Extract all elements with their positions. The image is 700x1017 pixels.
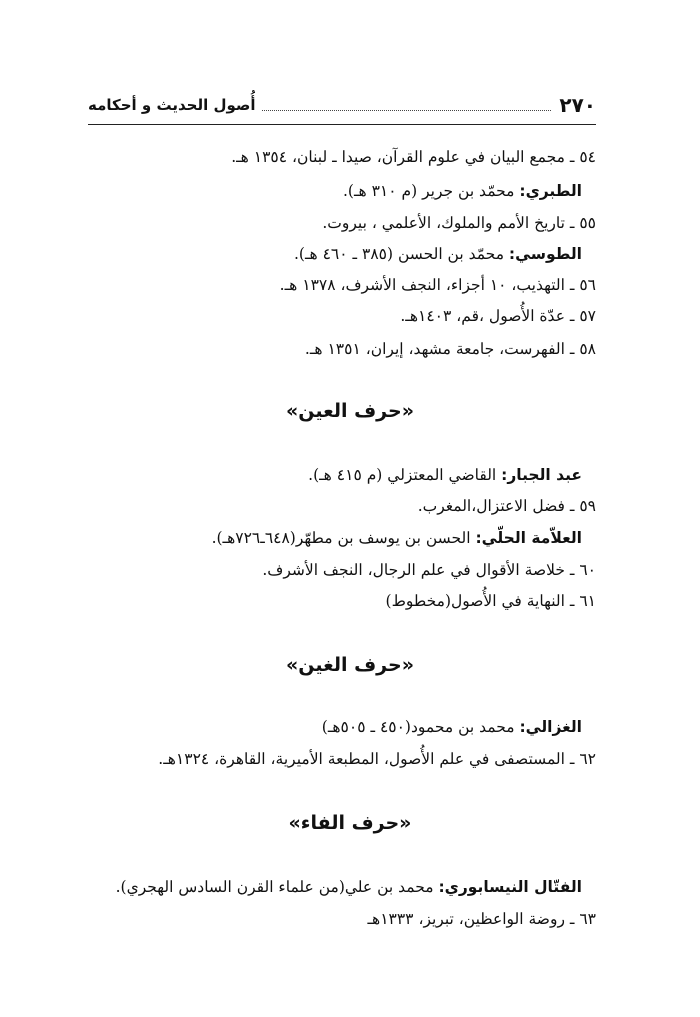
page-number: ٢٧٠ — [559, 93, 596, 117]
author-ghazali: الغزالي: محمد بن محمود(٤٥٠ ـ ٥٠٥هـ) — [321, 718, 582, 736]
entry-54: ٥٤ ـ مجمع البيان في علوم القرآن، صيدا ـ لبنان، ١٣٥٤ هـ. — [231, 148, 596, 166]
running-header — [88, 88, 596, 116]
section-heading-ghayn: «حرف الغين» — [286, 654, 414, 676]
entry-61: ٦١ ـ النهاية في الأُصول(مخطوط) — [385, 592, 596, 610]
author-fattal-nishaburi: الفتّال النيسابوري: محمد بن علي(من علماء القرن السادس الهجري). — [115, 878, 582, 896]
author-abd-al-jabbar: عبد الجبار: القاضي المعتزلي (م ٤١٥ هـ). — [308, 466, 582, 484]
entry-58: ٥٨ ـ الفهرست، جامعة مشهد، إيران، ١٣٥١ هـ. — [304, 340, 596, 358]
author-tabari: الطبري: محمّد بن جرير (م ٣١٠ هـ). — [342, 182, 582, 200]
author-allama-hilli: العلاّمة الحلّي: الحسن بن يوسف بن مطهّر(٦٤٨ـ٧٢٦هـ). — [211, 529, 582, 547]
section-heading-ayn: «حرف العين» — [286, 400, 414, 422]
entry-55: ٥٥ ـ تاريخ الأمم والملوك، الأعلمي ، بيروت. — [322, 214, 596, 232]
header-leader-dots — [262, 110, 552, 111]
entry-63: ٦٣ ـ روضة الواعظين، تبريز، ١٣٣٣هـ — [367, 910, 596, 928]
header-rule — [88, 124, 596, 125]
entry-60: ٦٠ ـ خلاصة الأقوال في علم الرجال، النجف الأشرف. — [262, 561, 596, 579]
running-title: أُصول الحديث و أحكامه — [88, 96, 256, 114]
entry-62: ٦٢ ـ المستصفى في علم الأُصول، المطبعة الأميرية، القاهرة، ١٣٢٤هـ. — [158, 750, 596, 768]
entry-57: ٥٧ ـ عدّة الأُصول ،قم، ١٤٠٣هـ. — [400, 307, 596, 325]
entry-59: ٥٩ ـ فضل الاعتزال،المغرب. — [417, 497, 596, 515]
author-tusi: الطوسي: محمّد بن الحسن (٣٨٥ ـ ٤٦٠ هـ). — [293, 245, 582, 263]
entry-56: ٥٦ ـ التهذيب، ١٠ أجزاء، النجف الأشرف، ١٣٧٨ هـ. — [279, 276, 596, 294]
section-heading-fa: «حرف الفاء» — [288, 812, 412, 834]
